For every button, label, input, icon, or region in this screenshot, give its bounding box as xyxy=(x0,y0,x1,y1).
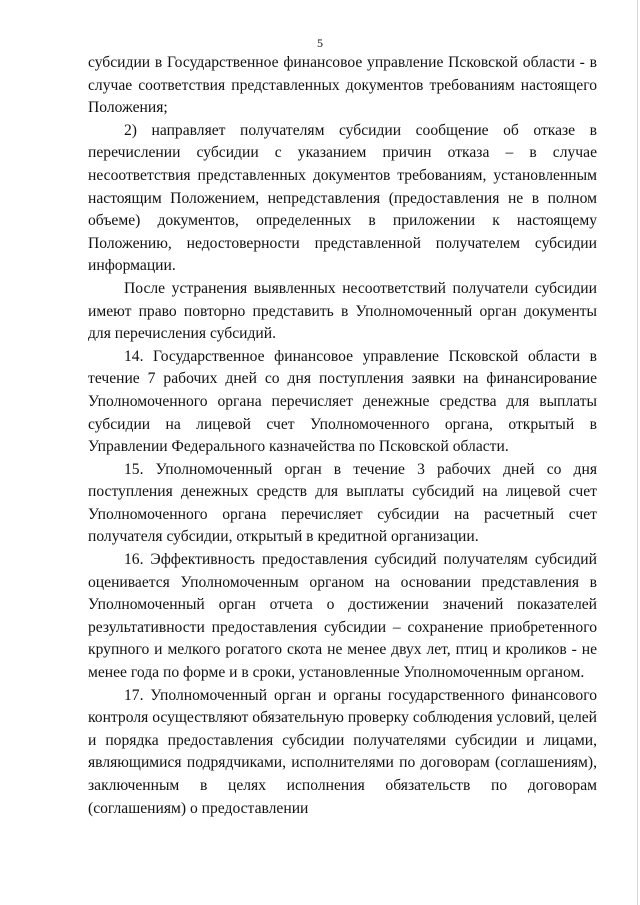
paragraph-17: 17. Уполномоченный орган и органы государственного финансового контроля осуществляют обязательную проверку соблюдения условий, целей и порядка предоставления субсидии получателями субсидии и лицами, являющимися подрядчиками, исполнителями по договорам (соглашениям), заключенным в целях исполнения обязательств по договорам (соглашениям) о предоставлении xyxy=(88,686,597,817)
page-number: 5 xyxy=(317,36,323,50)
scan-edge-line xyxy=(637,0,638,905)
paragraph-continuation: субсидии в Государственное финансовое управление Псковской области - в случае соответствия представленных документов требованиям настоящего Положения; xyxy=(88,54,597,117)
document-body xyxy=(88,52,597,820)
paragraph-15: 15. Уполномоченный орган в течение 3 рабочих дней со дня поступления денежных средств для выплаты субсидий на лицевой счет Уполномоченного органа перечисляет субсидии на расчетный счет получателя субсидии, открытый в кредитной организации. xyxy=(88,460,597,546)
paragraph-resubmission: После устранения выявленных несоответствий получатели субсидии имеют право повторно представить в Уполномоченный орган документы для перечисления субсидий. xyxy=(88,279,597,343)
paragraph-item-2: 2) направляет получателям субсидии сообщение об отказе в перечислении субсидии с указанием причин отказа – в случае несоответствия представленных документов требованиям, установленным настоящим Положением, непредставления (предоставления не в полном объеме) документов, определенных в приложении к настоящему Положению, недостоверности представленной получателем субсидии информации. xyxy=(88,121,597,275)
paragraph-16: 16. Эффективность предоставления субсидий получателям субсидий оценивается Уполномоченным органом на основании представления в Уполномоченный орган отчета о достижении значений показателей результативности предоставления субсидии – сохранение приобретенного крупного и мелкого рогатого скота не менее двух лет, птиц и кроликов - не менее года по форме и в сроки, установленные Уполномоченным органом. xyxy=(88,551,597,682)
paragraph-14: 14. Государственное финансовое управление Псковской области в течение 7 рабочих дней со дня поступления заявки на финансирование Уполномоченного органа перечисляет денежные средства для выплаты субсидии на лицевой счет Уполномоченного органа, открытый в Управлении Федерального казначейства по Псковской области. xyxy=(88,347,597,456)
